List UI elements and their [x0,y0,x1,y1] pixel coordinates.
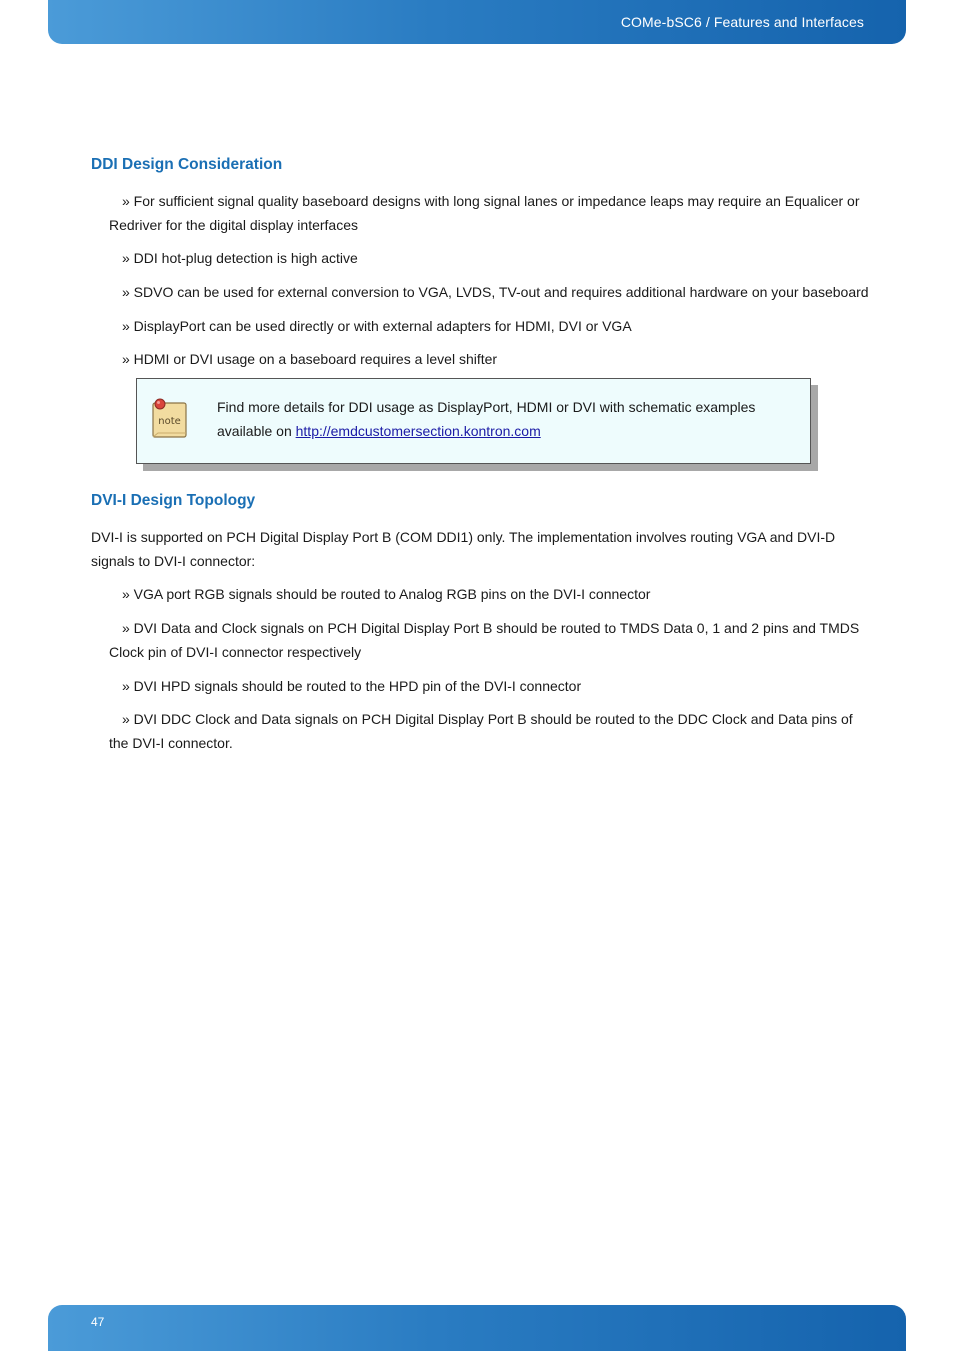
ddi-bullet-3: » SDVO can be used for external conversion to VGA, LVDS, TV-out and requires additional hardware on your baseboard [122,284,869,300]
header-bar [48,0,906,44]
page-number: 47 [91,1315,105,1329]
ddi-bullet-1: » For sufficient signal quality baseboard designs with long signal lanes or impedance leaps may require an Equalicer or Redriver for the digital display interfaces [109,193,860,233]
dvi-bullet-2: » DVI Data and Clock signals on PCH Digital Display Port B should be routed to TMDS Data 0, 1 and 2 pins and TMDS Clock pin of DVI-I connector respectively [109,620,860,660]
ddi-bullet-5: » HDMI or DVI usage on a baseboard requires a level shifter [122,351,498,367]
dvi-section-heading: DVI-I Design Topology [91,492,256,509]
footer-bar [48,1305,906,1351]
note-text-prefix: available on [217,423,296,439]
note-box [136,378,811,464]
customer-section-link[interactable]: http://emdcustomersection.kontron.com [295,423,541,439]
dvi-bullet-4: » DVI DDC Clock and Data signals on PCH Digital Display Port B should be routed to the DDC Clock and Data pins of the DVI-I connector. [109,711,853,751]
header-title: COMe-bSC6 / Features and Interfaces [620,14,864,30]
ddi-bullet-2: » DDI hot-plug detection is high active [122,250,358,266]
note-text-line1: Find more details for DDI usage as DisplayPort, HDMI or DVI with schematic examples [217,399,756,415]
ddi-bullet-4: » DisplayPort can be used directly or with external adapters for HDMI, DVI or VGA [122,318,632,334]
note-text [217,395,797,443]
ddi-section-heading: DDI Design Consideration [91,156,283,173]
note-icon [150,397,190,441]
dvi-bullet-1: » VGA port RGB signals should be routed to Analog RGB pins on the DVI-I connector [122,586,651,602]
svg-text:note: note [158,416,181,427]
dvi-intro: DVI-I is supported on PCH Digital Display Port B (COM DDI1) only. The implementation involves routing VGA and DVI-D signals to DVI-I connector: [91,529,836,569]
dvi-bullet-3: » DVI HPD signals should be routed to the HPD pin of the DVI-I connector [122,678,582,694]
